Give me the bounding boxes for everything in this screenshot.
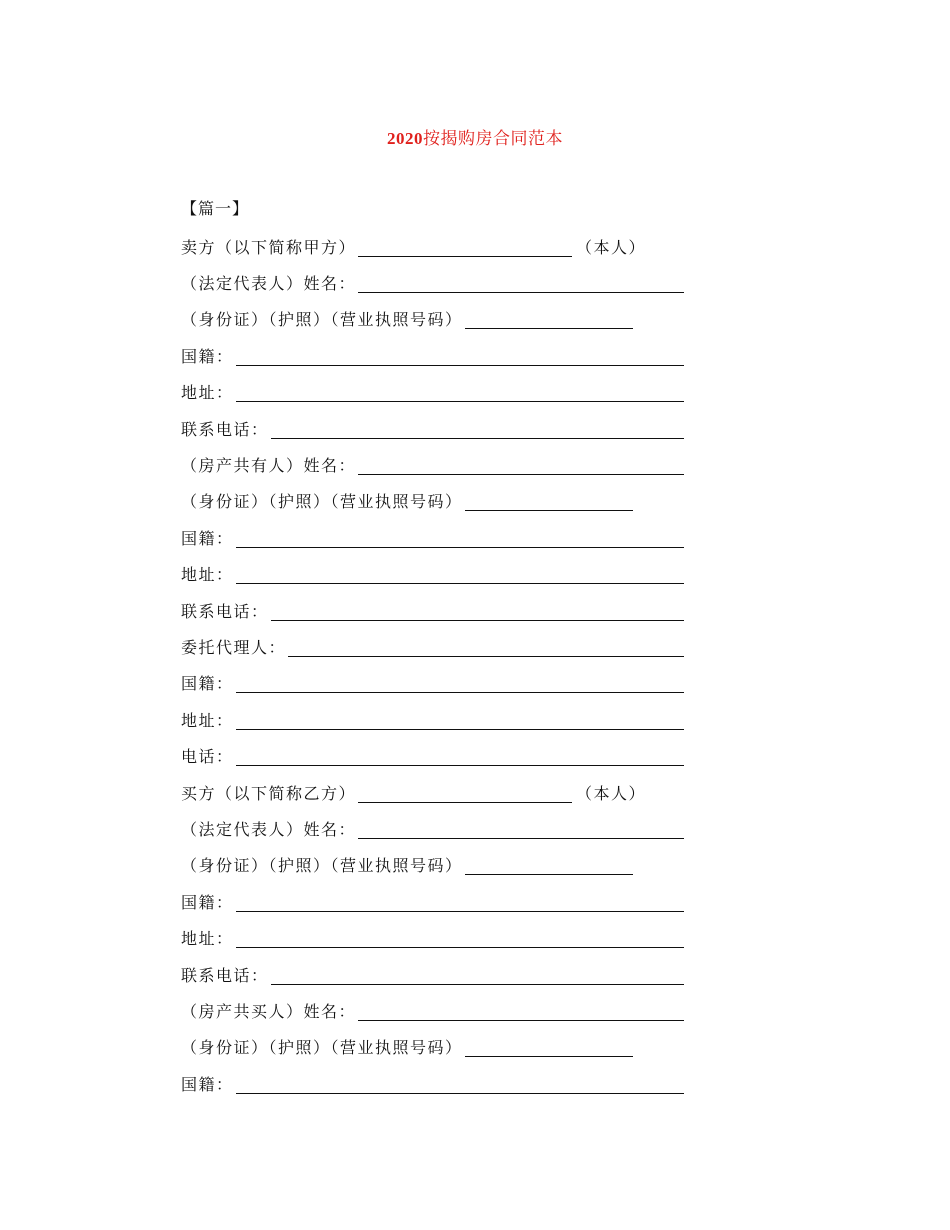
blank-fill-line[interactable]: [358, 456, 684, 475]
blank-fill-line[interactable]: [271, 966, 684, 985]
form-row: [181, 410, 684, 446]
form-row: [181, 519, 684, 555]
field-label: 国籍：: [181, 674, 234, 694]
field-label: 联系电话：: [181, 965, 269, 985]
blank-fill-line[interactable]: [271, 420, 684, 439]
form-row: [181, 556, 684, 592]
form-row: [181, 1029, 684, 1065]
form-row: [181, 956, 684, 992]
form-row: [181, 264, 684, 300]
field-label: 联系电话：: [181, 601, 269, 621]
field-label: （身份证）（护照）（营业执照号码）: [181, 310, 463, 330]
form-row: [181, 919, 684, 955]
blank-fill-line[interactable]: [358, 1002, 684, 1021]
field-label: 国籍：: [181, 346, 234, 366]
form-row: [181, 592, 684, 628]
form-row: [181, 301, 684, 337]
blank-fill-line[interactable]: [236, 383, 684, 402]
form-row: [181, 701, 684, 737]
field-label: 卖方（以下简称甲方）: [181, 237, 357, 257]
form-row: [181, 446, 684, 482]
form-row: [181, 483, 684, 519]
blank-fill-line[interactable]: [358, 784, 572, 803]
field-label: 地址：: [181, 383, 234, 403]
field-label: 买方（以下简称乙方）: [181, 783, 357, 803]
blank-fill-line[interactable]: [358, 238, 572, 257]
blank-fill-line[interactable]: [465, 492, 633, 511]
field-label: 国籍：: [181, 528, 234, 548]
field-label: 地址：: [181, 929, 234, 949]
form-row: [181, 883, 684, 919]
blank-fill-line[interactable]: [465, 310, 633, 329]
form-row: [181, 774, 684, 810]
field-label: 电话：: [181, 747, 234, 767]
blank-fill-line[interactable]: [465, 1038, 633, 1057]
field-label: 委托代理人：: [181, 637, 287, 657]
field-label: （房产共有人）姓名：: [181, 456, 357, 476]
form-row: [181, 337, 684, 373]
section-heading: 【篇一】: [181, 199, 250, 218]
field-label: 地址：: [181, 710, 234, 730]
form-row: [181, 374, 684, 410]
field-suffix: （本人）: [576, 237, 647, 257]
document-title: [0, 124, 950, 149]
title-text: 按揭购房合同范本: [423, 129, 563, 149]
field-label: （法定代表人）姓名：: [181, 274, 357, 294]
blank-fill-line[interactable]: [236, 347, 684, 366]
blank-fill-line[interactable]: [236, 893, 684, 912]
blank-fill-line[interactable]: [236, 529, 684, 548]
blank-fill-line[interactable]: [358, 274, 684, 293]
field-label: 地址：: [181, 565, 234, 585]
form-row: [181, 847, 684, 883]
blank-fill-line[interactable]: [236, 747, 684, 766]
blank-fill-line[interactable]: [236, 929, 684, 948]
field-label: （法定代表人）姓名：: [181, 819, 357, 839]
form-row: [181, 992, 684, 1028]
blank-fill-line[interactable]: [236, 711, 684, 730]
blank-fill-line[interactable]: [358, 820, 684, 839]
blank-fill-line[interactable]: [288, 638, 684, 657]
field-label: 联系电话：: [181, 419, 269, 439]
blank-fill-line[interactable]: [236, 1075, 684, 1094]
field-label: （身份证）（护照）（营业执照号码）: [181, 856, 463, 876]
field-suffix: （本人）: [576, 783, 647, 803]
field-label: 国籍：: [181, 892, 234, 912]
blank-fill-line[interactable]: [271, 602, 684, 621]
form-row: [181, 1065, 684, 1101]
form-row: [181, 737, 684, 773]
title-year: 2020: [387, 129, 423, 148]
field-label: （身份证）（护照）（营业执照号码）: [181, 1038, 463, 1058]
form-row: [181, 810, 684, 846]
blank-fill-line[interactable]: [465, 856, 633, 875]
form-row: [181, 228, 684, 264]
form-row: [181, 665, 684, 701]
field-label: （身份证）（护照）（营业执照号码）: [181, 492, 463, 512]
field-label: （房产共买人）姓名：: [181, 1001, 357, 1021]
form-row: [181, 628, 684, 664]
blank-fill-line[interactable]: [236, 674, 684, 693]
blank-fill-line[interactable]: [236, 565, 684, 584]
form-fields: [181, 228, 684, 1101]
field-label: 国籍：: [181, 1074, 234, 1094]
